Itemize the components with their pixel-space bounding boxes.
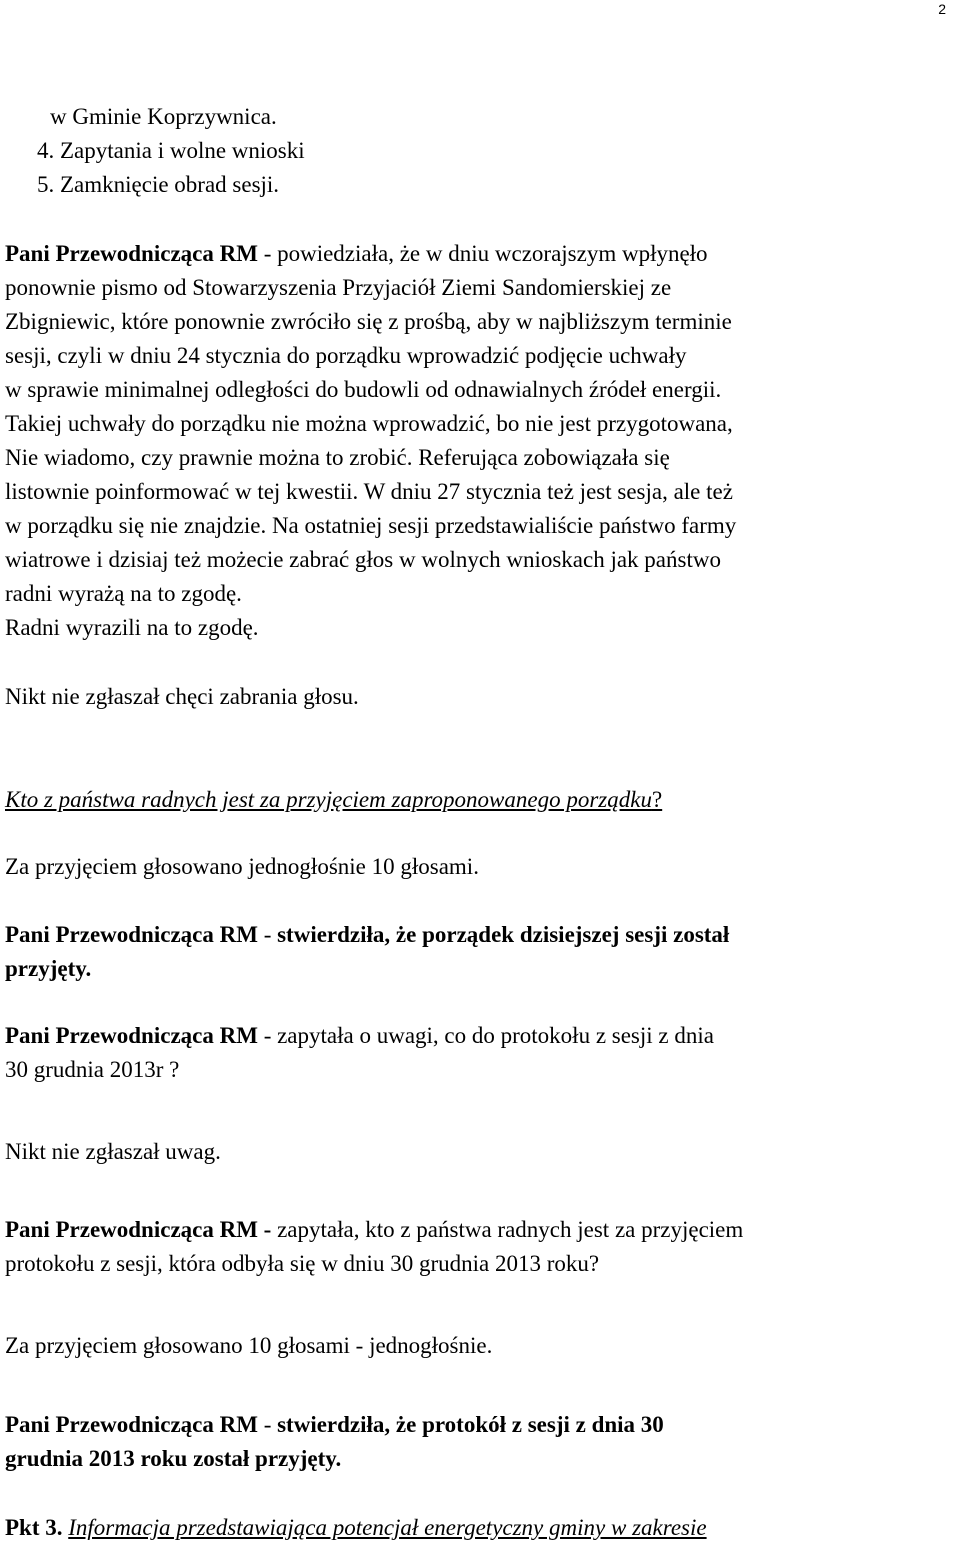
vote-question (5, 783, 957, 817)
paragraph-text: stwierdziła, że protokół z sesji z dnia 30 (277, 1412, 664, 1437)
separator: - (257, 922, 278, 947)
agenda-item-continuation: w Gminie Koprzywnica. (50, 104, 277, 129)
speaker-name: Pani Przewodnicząca RM - (5, 1217, 272, 1242)
paragraph-text: Radni wyrazili na to zgodę. (5, 615, 259, 640)
paragraph-text: ponownie pismo od Stowarzyszenia Przyjaciół Ziemi Sandomierskiej ze (5, 275, 672, 300)
question-mark: ? (651, 787, 663, 812)
paragraph-text: w porządku się nie znajdzie. Na ostatniej sesji przedstawialiście państwo farmy (5, 513, 737, 538)
paragraph-text: - zapytała o uwagi, co do protokołu z sesji z dnia (257, 1023, 714, 1048)
agenda-list (5, 100, 957, 202)
paragraph-text: grudnia 2013 roku został przyjęty. (5, 1446, 342, 1471)
paragraph-text: zapytała, kto z państwa radnych jest za przyjęciem (271, 1217, 744, 1242)
paragraph-text: - powiedziała, że w dniu wczorajszym wpłynęło (257, 241, 708, 266)
paragraph-text: protokołu z sesji, która odbyła się w dniu 30 grudnia 2013 roku? (5, 1251, 600, 1276)
section-title: Informacja przedstawiająca potencjał energetyczny gminy w zakresie (68, 1515, 707, 1540)
paragraph-text: stwierdziła, że porządek dzisiejszej sesji został (277, 922, 730, 947)
paragraph-text: wiatrowe i dzisiaj też możecie zabrać głos w wolnych wnioskach jak państwo (5, 547, 721, 572)
paragraph-text: Za przyjęciem głosowano 10 głosami - jednogłośnie. (5, 1333, 493, 1358)
paragraph-text: listownie poinformować w tej kwestii. W dniu 27 stycznia też jest sesja, ale też (5, 479, 733, 504)
agenda-approved-statement (5, 918, 957, 986)
no-remarks-note (5, 1135, 957, 1169)
agenda-item-4: 4. Zapytania i wolne wnioski (37, 138, 305, 163)
minutes-approved-statement (5, 1408, 957, 1476)
minutes-vote-result (5, 1329, 957, 1363)
paragraph-text: Takiej uchwały do porządku nie można wprowadzić, bo nie jest przygotowana, (5, 411, 733, 436)
minutes-vote-question (5, 1213, 957, 1281)
paragraph-text: 30 grudnia 2013r ? (5, 1057, 180, 1082)
paragraph-text: Nikt nie zgłaszał uwag. (5, 1139, 221, 1164)
paragraph-text: sesji, czyli w dniu 24 stycznia do porządku wprowadzić podjęcie uchwały (5, 343, 687, 368)
page-number: 2 (938, 1, 946, 17)
paragraph-text: Zbigniewic, które ponownie zwróciło się z prośbą, aby w najbliższym terminie (5, 309, 732, 334)
paragraph-text: radni wyrażą na to zgodę. (5, 581, 242, 606)
speaker-name: Pani Przewodnicząca RM (5, 922, 258, 947)
no-speakers-note (5, 680, 957, 714)
separator: - (257, 1412, 278, 1437)
minutes-question (5, 1019, 957, 1087)
agenda-item-5: 5. Zamknięcie obrad sesji. (37, 172, 280, 197)
paragraph-text: Za przyjęciem głosowano jednogłośnie 10 głosami. (5, 854, 479, 879)
paragraph-text: w sprawie minimalnej odległości do budowli od odnawialnych źródeł energii. (5, 377, 722, 402)
speaker-name: Pani Przewodnicząca RM (5, 1412, 258, 1437)
paragraph-chair-statement (5, 237, 957, 645)
section-number: Pkt 3. (5, 1515, 63, 1540)
section-heading-pkt3 (5, 1511, 957, 1545)
speaker-name: Pani Przewodnicząca RM (5, 1023, 258, 1048)
question-text: Kto z państwa radnych jest za przyjęciem zaproponowanego porządku (5, 787, 652, 812)
paragraph-text: Nikt nie zgłaszał chęci zabrania głosu. (5, 684, 359, 709)
speaker-name: Pani Przewodnicząca RM (5, 241, 258, 266)
vote-result (5, 850, 957, 884)
paragraph-text: Nie wiadomo, czy prawnie można to zrobić. Referująca zobowiązała się (5, 445, 670, 470)
paragraph-text: przyjęty. (5, 956, 92, 981)
